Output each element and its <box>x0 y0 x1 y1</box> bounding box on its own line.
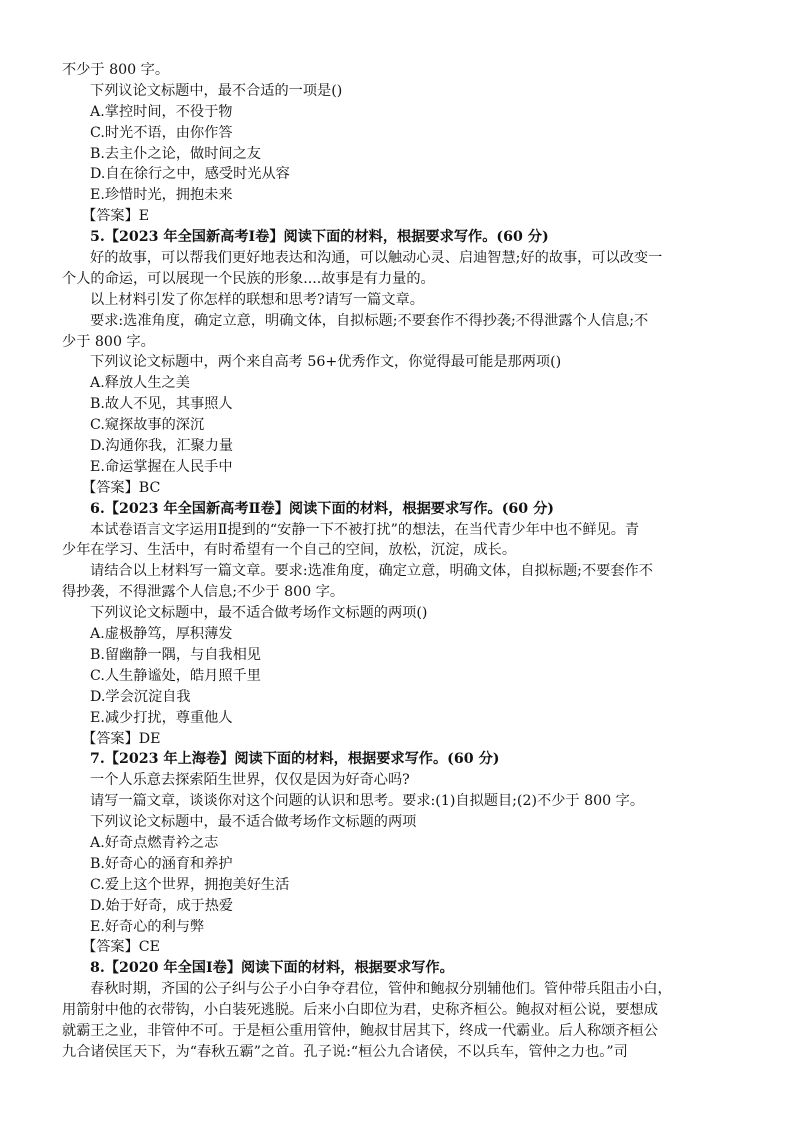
option-5-d: D.沟通你我，汇聚力量 <box>90 438 234 455</box>
question-prompt-6: 下列议论文标题中，最不适合做考场作文标题的两项() <box>90 605 428 622</box>
option-7-b: B.好奇心的涵育和养护 <box>90 855 233 872</box>
option-7-d: D.始于好奇，成于热爱 <box>90 897 234 914</box>
option-4-2: C.时光不语，由你作答 <box>90 124 233 141</box>
continued-requirement: 不少于 800 字。 <box>62 62 170 78</box>
material-8-line-3: 就霸王之业，非管仲不可。于是桓公重用管仲，鲍叔甘居其下，终成一代霸业。后人称颂齐桓公 <box>62 1022 658 1039</box>
material-6-line-1: 本试卷语言文字运用Ⅱ提到的“安静一下不被打扰”的想法，在当代青少年中也不鲜见。青 <box>90 521 640 538</box>
option-6-e: E.减少打扰，尊重他人 <box>90 709 233 726</box>
question-prompt-7: 下列议论文标题中，最不适合做考场作文标题的两项 <box>90 814 417 831</box>
question-heading-8: 8.【2020 年全国Ⅰ卷】阅读下面的材料，根据要求写作。 <box>90 960 454 977</box>
question-prompt-5: 下列议论文标题中，两个来自高考 56+优秀作文，你觉得最可能是那两项() <box>90 354 562 371</box>
option-7-a: A.好奇点燃青衿之志 <box>90 834 219 851</box>
option-4-5: E.珍惜时光，拥抱未来 <box>90 187 233 204</box>
option-5-a: A.释放人生之美 <box>90 375 190 392</box>
document-body <box>62 60 742 1063</box>
requirement-6-line-2: 得抄袭，不得泄露个人信息;不少于 800 字。 <box>62 584 345 601</box>
requirement-5-line-2: 少于 800 字。 <box>62 333 155 350</box>
question-prompt-4: 下列议论文标题中，最不合适的一项是() <box>90 82 343 99</box>
material-8-line-4: 九合诸侯匡天下，为“春秋五霸”之首。孔子说:“桓公九合诸侯，不以兵车，管仲之力也。”司 <box>62 1043 628 1060</box>
answer-5: 【答案】BC <box>82 479 161 496</box>
option-6-b: B.留幽静一隅，与自我相见 <box>90 646 261 663</box>
question-heading-5: 5.【2023 年全国新高考Ⅰ卷】阅读下面的材料，根据要求写作。(60 分) <box>90 229 549 246</box>
option-4-1: A.掌控时间，不役于物 <box>90 103 233 120</box>
option-5-c: C.窥探故事的深沉 <box>90 417 205 434</box>
option-4-3: B.去主仆之论，做时间之友 <box>90 145 261 162</box>
requirement-6-line-1: 请结合以上材料写一篇文章。要求:选准角度，确定立意，明确文体，自拟标题;不要套作不 <box>90 563 653 580</box>
material-5-line-1: 好的故事，可以帮我们更好地表达和沟通，可以触动心灵、启迪智慧;好的故事，可以改变一 <box>90 250 663 267</box>
option-4-4: D.自在徐行之中，感受时光从容 <box>90 166 290 183</box>
option-5-b: B.故人不见，其事照人 <box>90 396 233 413</box>
material-8-line-2: 用箭射中他的衣带钩，小白装死逃脱。后来小白即位为君，史称齐桓公。鲍叔对桓公说，要想成 <box>62 1002 658 1019</box>
option-6-c: C.人生静谧处，皓月照千里 <box>90 667 261 684</box>
material-6-line-2: 少年在学习、生活中，有时希望有一个自己的空间，放松，沉淀，成长。 <box>62 542 517 559</box>
answer-4: 【答案】E <box>82 208 150 225</box>
material-8-line-1: 春秋时期，齐国的公子纠与公子小白争夺君位，管仲和鲍叔分别辅他们。管仲带兵阻击小白， <box>90 981 672 998</box>
material-5-line-3: 以上材料引发了你怎样的联想和思考?请写一篇文章。 <box>90 291 424 308</box>
requirement-5-line-1: 要求:选准角度，确定立意，明确文体，自拟标题;不要套作不得抄袭;不得泄露个人信息;不 <box>90 312 649 329</box>
option-7-e: E.好奇心的利与弊 <box>90 918 205 935</box>
requirement-7: 请写一篇文章，谈谈你对这个问题的认识和思考。要求:(1)自拟题目;(2)不少于 800 字。 <box>90 793 645 810</box>
question-heading-7: 7.【2023 年上海卷】阅读下面的材料，根据要求写作。(60 分) <box>90 751 500 768</box>
material-7: 一个人乐意去探索陌生世界，仅仅是因为好奇心吗? <box>90 772 410 789</box>
material-5-line-2: 个人的命运，可以展现一个民族的形象....故事是有力量的。 <box>62 270 435 287</box>
question-heading-6: 6.【2023 年全国新高考Ⅱ卷】阅读下面的材料，根据要求写作。(60 分) <box>90 500 554 517</box>
option-5-e: E.命运掌握在人民手中 <box>90 458 233 475</box>
option-7-c: C.爱上这个世界，拥抱美好生活 <box>90 876 290 893</box>
answer-7: 【答案】CE <box>82 939 160 956</box>
answer-6: 【答案】DE <box>82 730 161 747</box>
option-6-a: A.虚极静笃，厚积薄发 <box>90 626 233 643</box>
option-6-d: D.学会沉淀自我 <box>90 688 191 705</box>
